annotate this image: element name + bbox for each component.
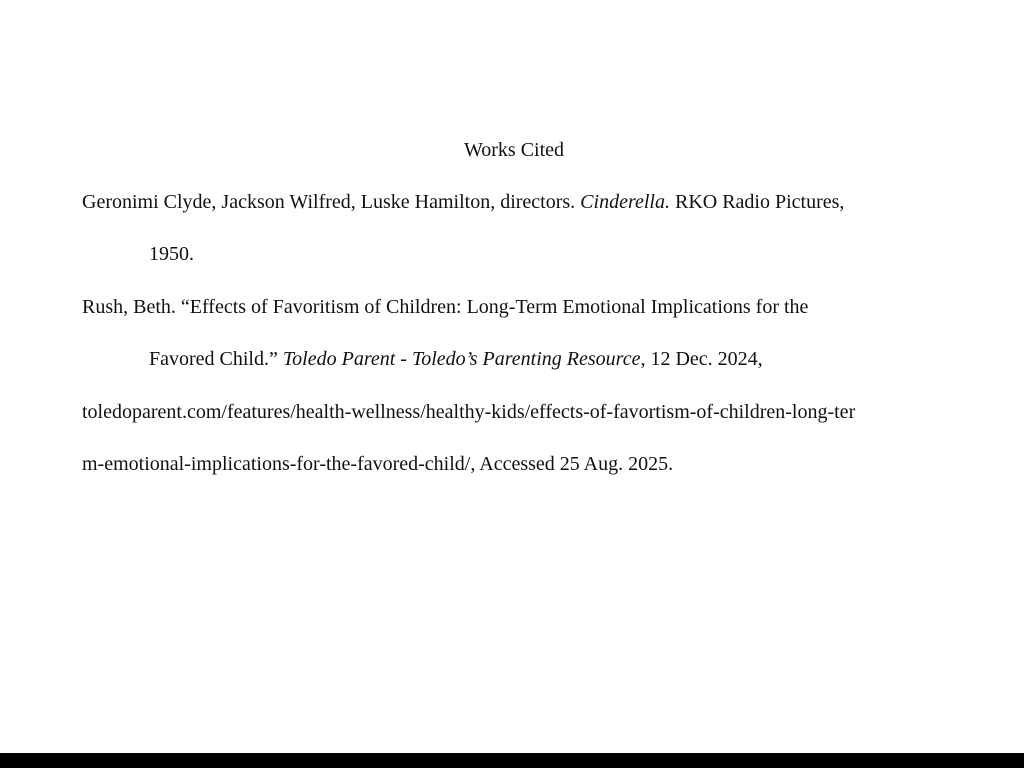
citation-2-line-2 <box>149 346 763 372</box>
citation-2-publication: Toledo Parent - Toledo’s Parenting Resource <box>282 348 641 370</box>
citation-2-line-1: Rush, Beth. “Effects of Favoritism of Children: Long-Term Emotional Implications for the <box>82 296 809 318</box>
citation-1-authors: Geronimi Clyde, Jackson Wilfred, Luske Hamilton, directors. <box>82 191 581 213</box>
citation-2-article-end: Favored Child.” <box>149 348 283 370</box>
citation-2-url-part-2: m-emotional-implications-for-the-favored-child/, Accessed 25 Aug. 2025. <box>82 453 674 475</box>
citation-1-line-1 <box>82 189 844 215</box>
citation-2-url-part-1: toledoparent.com/features/health-wellness/healthy-kids/effects-of-favortism-of-children-long-ter <box>82 401 856 423</box>
bottom-black-bar <box>0 753 1024 768</box>
citation-1-year: 1950. <box>149 243 194 265</box>
page-title: Works Cited <box>463 139 565 161</box>
citation-1-film-title: Cinderella. <box>580 191 670 213</box>
citation-2-date: , 12 Dec. 2024, <box>640 348 763 370</box>
citation-1-publisher: RKO Radio Pictures, <box>669 191 845 213</box>
